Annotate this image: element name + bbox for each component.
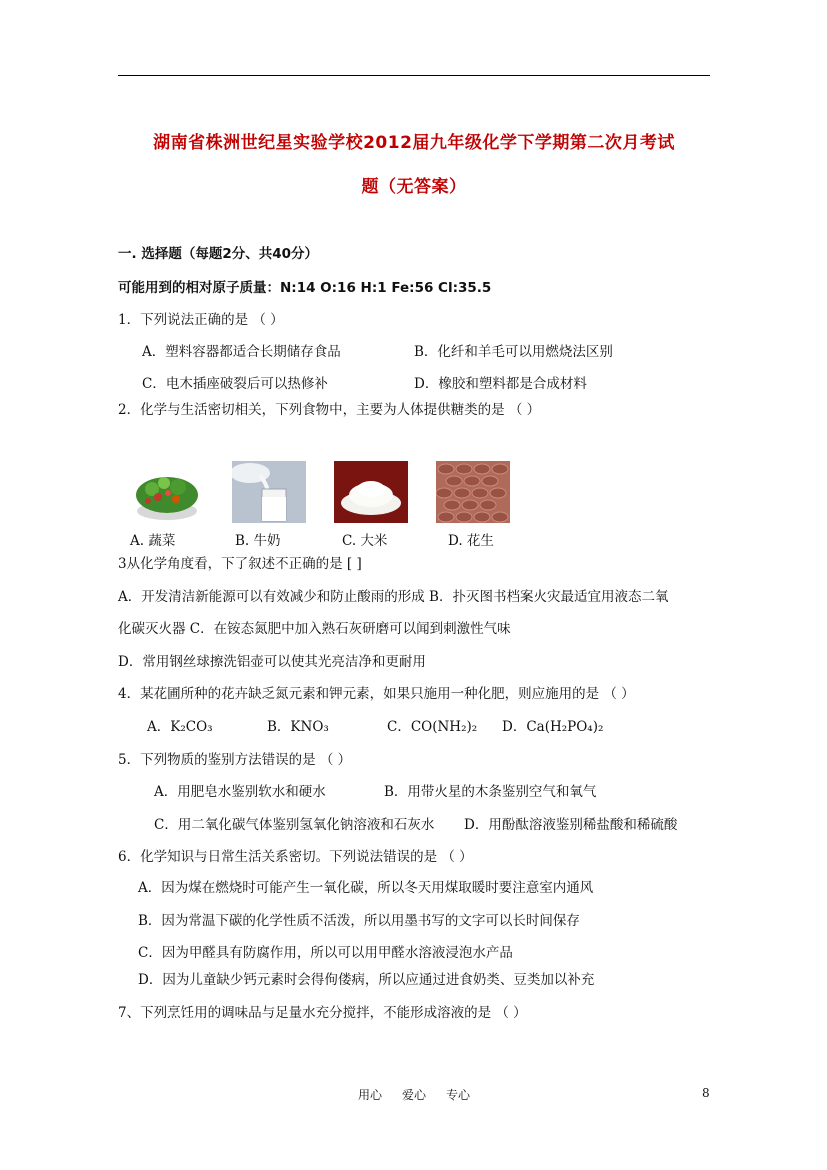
peanut-icon (436, 461, 510, 523)
page-number: 8 (702, 1086, 710, 1100)
question-2-stem: 2．化学与生活密切相关，下列食物中，主要为人体提供糖类的是 （ ） (118, 402, 541, 418)
question-3-line-1: A．开发清洁新能源可以有效减少和防止酸雨的形成 B．扑灭图书档案火灾最适宜用液态二氧 (118, 589, 669, 605)
question-5-option-c: C．用二氧化碳气体鉴别氢氧化钠溶液和石灰水 (154, 817, 435, 833)
milk-icon (232, 461, 306, 523)
footer-motto-2: 爱心 (402, 1088, 427, 1102)
question-2-option-b: B. 牛奶 (235, 533, 281, 549)
question-6-option-d: D．因为儿童缺少钙元素时会得佝偻病，所以应通过进食奶类、豆类加以补充 (138, 972, 595, 988)
question-1-stem: 1．下列说法正确的是 （ ） (118, 312, 284, 328)
question-3-line-2: 化碳灭火器 C．在铵态氮肥中加入熟石灰研磨可以闻到刺激性气味 (118, 621, 511, 637)
question-6-option-c: C．因为甲醛具有防腐作用，所以可以用甲醛水溶液浸泡水产品 (138, 945, 513, 961)
footer-motto-1: 用心 (358, 1088, 383, 1102)
question-3-line-3: D．常用钢丝球擦洗铝壶可以使其光亮洁净和更耐用 (118, 654, 426, 670)
question-1-option-d: D．橡胶和塑料都是合成材料 (414, 376, 587, 392)
question-4-option-b: B．KNO₃ (267, 719, 329, 735)
question-4-option-a: A．K₂CO₃ (147, 719, 213, 735)
question-2-option-d: D. 花生 (448, 533, 494, 549)
question-1-option-a: A．塑料容器都适合长期储存食品 (142, 344, 341, 360)
question-3-stem: 3从化学角度看，下了叙述不正确的是 [ ] (118, 556, 362, 572)
question-4-stem: 4．某花圃所种的花卉缺乏氮元素和钾元素，如果只施用一种化肥，则应施用的是 （ ） (118, 686, 635, 702)
question-1-option-c: C．电木插座破裂后可以热修补 (142, 376, 328, 392)
question-2-option-a: A. 蔬菜 (130, 533, 176, 549)
question-5-option-d: D．用酚酞溶液鉴别稀盐酸和稀硫酸 (464, 817, 678, 833)
question-5-stem: 5．下列物质的鉴别方法错误的是 （ ） (118, 752, 352, 768)
question-6-stem: 6．化学知识与日常生活关系密切。下列说法错误的是 （ ） (118, 849, 473, 865)
salad-icon (130, 461, 204, 523)
question-7-stem: 7、下列烹饪用的调味品与足量水充分搅拌，不能形成溶液的是 （ ） (118, 1005, 527, 1021)
page-title-line2: 题（无答案） (361, 177, 467, 197)
question-4-option-d: D．Ca(H₂PO₄)₂ (502, 719, 604, 735)
header-rule (118, 75, 710, 76)
atomic-masses: 可能用到的相对原子质量：N:14 O:16 H:1 Fe:56 Cl:35.5 (118, 280, 492, 296)
question-2-option-c: C. 大米 (342, 533, 388, 549)
page-title-line1: 湖南省株洲世纪星实验学校2012届九年级化学下学期第二次月考试 (153, 133, 675, 153)
rice-icon (334, 461, 408, 523)
footer-motto-3: 专心 (446, 1088, 471, 1102)
section-heading: 一. 选择题（每题2分、共40分） (118, 246, 319, 262)
question-1-option-b: B．化纤和羊毛可以用燃烧法区别 (414, 344, 613, 360)
question-5-option-b: B．用带火星的木条鉴别空气和氧气 (384, 784, 597, 800)
question-4-option-c: C．CO(NH₂)₂ (387, 719, 478, 735)
question-5-option-a: A．用肥皂水鉴别软水和硬水 (154, 784, 326, 800)
question-6-option-a: A．因为煤在燃烧时可能产生一氧化碳，所以冬天用煤取暖时要注意室内通风 (138, 880, 594, 896)
question-6-option-b: B．因为常温下碳的化学性质不活泼，所以用墨书写的文字可以长时间保存 (138, 913, 580, 929)
